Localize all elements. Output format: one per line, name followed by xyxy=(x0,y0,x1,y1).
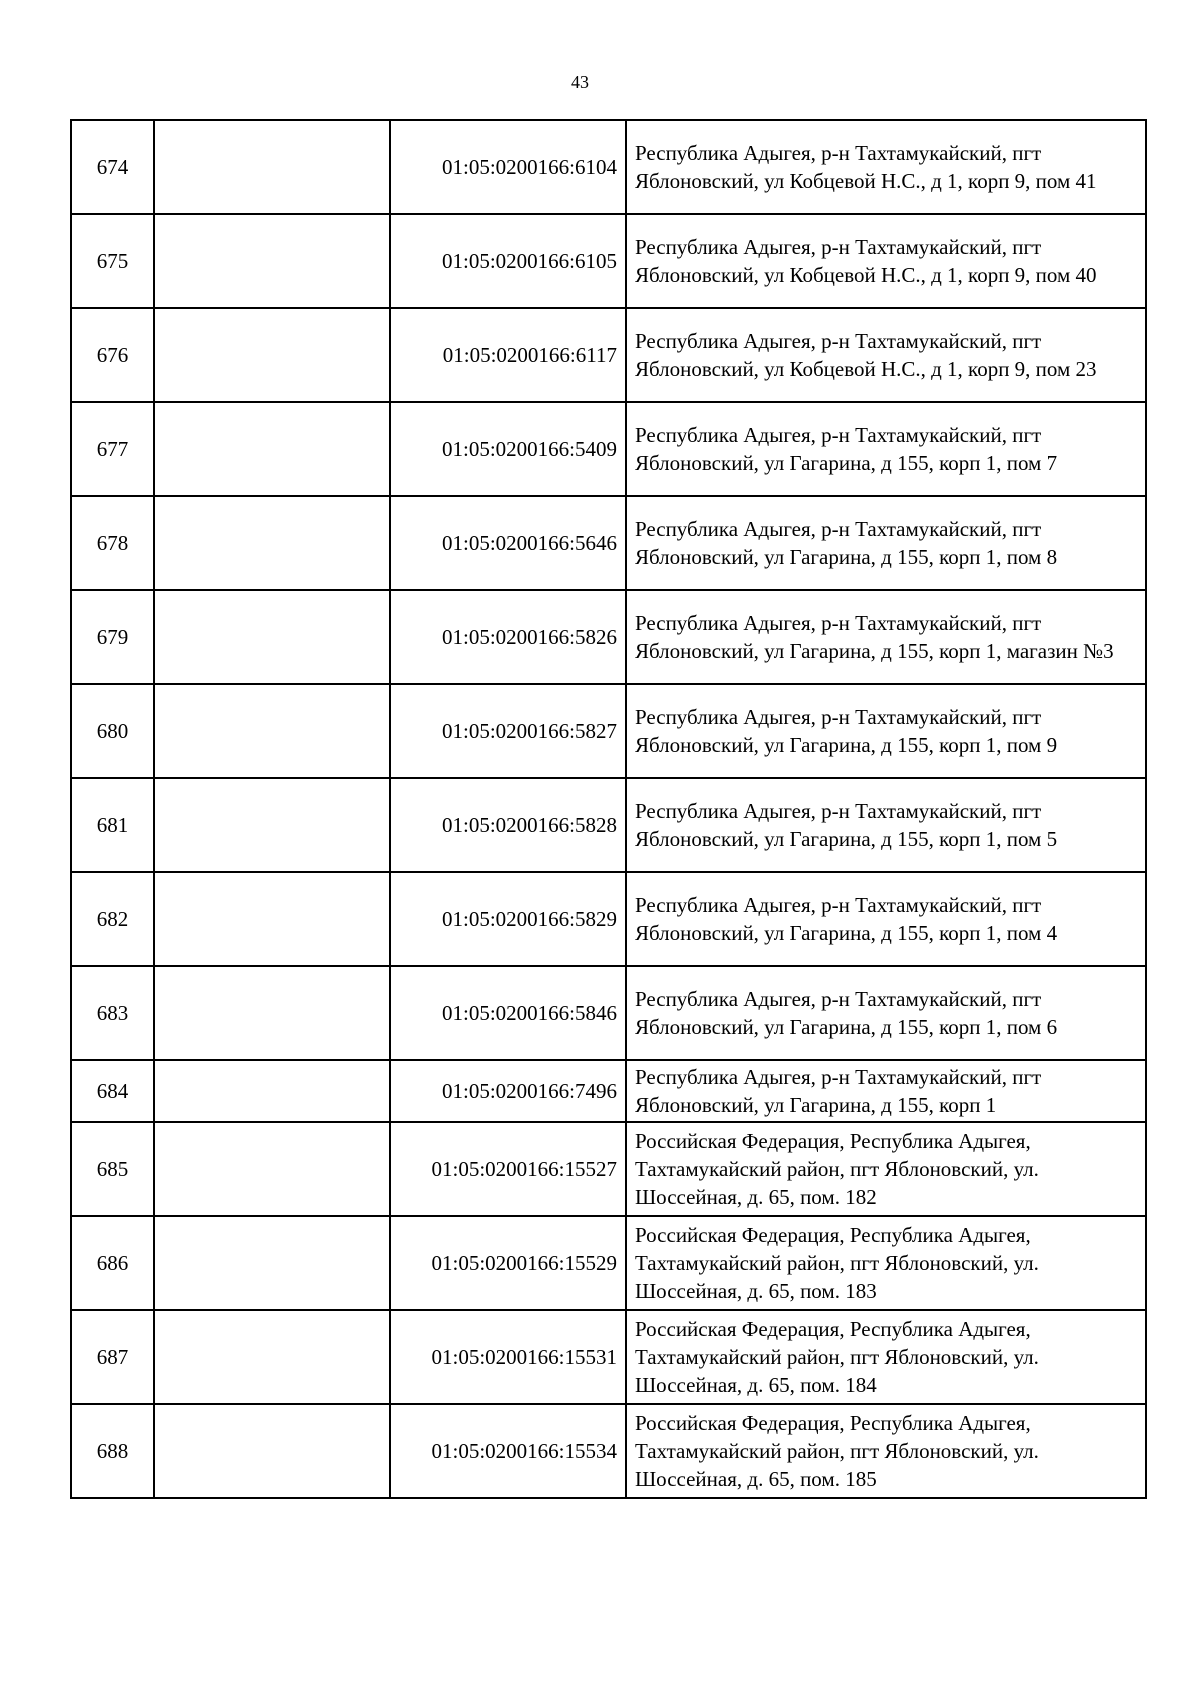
address-cell: Республика Адыгея, р-н Тахтамукайский, пгт Яблоновский, ул Гагарина, д 155, корп 1, пом 7 xyxy=(626,402,1146,496)
table-row xyxy=(71,872,1146,966)
object-name-cell xyxy=(154,496,390,590)
row-number-cell: 679 xyxy=(71,590,154,684)
table-row xyxy=(71,496,1146,590)
object-name-cell xyxy=(154,308,390,402)
cadastral-number-cell: 01:05:0200166:15527 xyxy=(390,1122,626,1216)
cadastral-number-cell: 01:05:0200166:5646 xyxy=(390,496,626,590)
cadastral-number-cell: 01:05:0200166:5827 xyxy=(390,684,626,778)
object-name-cell xyxy=(154,1310,390,1404)
address-cell: Российская Федерация, Республика Адыгея, Тахтамукайский район, пгт Яблоновский, ул. Шоссейная, д. 65, пом. 183 xyxy=(626,1216,1146,1310)
table-row xyxy=(71,1060,1146,1122)
row-number-cell: 677 xyxy=(71,402,154,496)
table-row xyxy=(71,966,1146,1060)
row-number-cell: 678 xyxy=(71,496,154,590)
table-row xyxy=(71,1310,1146,1404)
row-number-cell: 682 xyxy=(71,872,154,966)
table-row xyxy=(71,590,1146,684)
object-name-cell xyxy=(154,1060,390,1122)
object-name-cell xyxy=(154,966,390,1060)
object-name-cell xyxy=(154,1216,390,1310)
address-cell: Республика Адыгея, р-н Тахтамукайский, пгт Яблоновский, ул Кобцевой Н.С., д 1, корп 9, пом 40 xyxy=(626,214,1146,308)
row-number-cell: 686 xyxy=(71,1216,154,1310)
row-number-cell: 684 xyxy=(71,1060,154,1122)
row-number-cell: 681 xyxy=(71,778,154,872)
object-name-cell xyxy=(154,214,390,308)
table-row xyxy=(71,684,1146,778)
cadastral-number-cell: 01:05:0200166:5846 xyxy=(390,966,626,1060)
table-row xyxy=(71,214,1146,308)
registry-body xyxy=(71,120,1146,1498)
address-cell: Республика Адыгея, р-н Тахтамукайский, пгт Яблоновский, ул Гагарина, д 155, корп 1, пом 5 xyxy=(626,778,1146,872)
address-cell: Республика Адыгея, р-н Тахтамукайский, пгт Яблоновский, ул Гагарина, д 155, корп 1, пом 8 xyxy=(626,496,1146,590)
address-cell: Российская Федерация, Республика Адыгея, Тахтамукайский район, пгт Яблоновский, ул. Шоссейная, д. 65, пом. 182 xyxy=(626,1122,1146,1216)
cadastral-number-cell: 01:05:0200166:6105 xyxy=(390,214,626,308)
object-name-cell xyxy=(154,684,390,778)
table-row xyxy=(71,1216,1146,1310)
address-cell: Республика Адыгея, р-н Тахтамукайский, пгт Яблоновский, ул Кобцевой Н.С., д 1, корп 9, пом 41 xyxy=(626,120,1146,214)
row-number-cell: 674 xyxy=(71,120,154,214)
table-row xyxy=(71,308,1146,402)
address-cell: Республика Адыгея, р-н Тахтамукайский, пгт Яблоновский, ул Кобцевой Н.С., д 1, корп 9, пом 23 xyxy=(626,308,1146,402)
object-name-cell xyxy=(154,590,390,684)
object-name-cell xyxy=(154,402,390,496)
row-number-cell: 680 xyxy=(71,684,154,778)
row-number-cell: 687 xyxy=(71,1310,154,1404)
row-number-cell: 688 xyxy=(71,1404,154,1498)
address-cell: Российская Федерация, Республика Адыгея, Тахтамукайский район, пгт Яблоновский, ул. Шоссейная, д. 65, пом. 185 xyxy=(626,1404,1146,1498)
row-number-cell: 685 xyxy=(71,1122,154,1216)
cadastral-number-cell: 01:05:0200166:6104 xyxy=(390,120,626,214)
address-cell: Российская Федерация, Республика Адыгея, Тахтамукайский район, пгт Яблоновский, ул. Шоссейная, д. 65, пом. 184 xyxy=(626,1310,1146,1404)
row-number-cell: 675 xyxy=(71,214,154,308)
cadastral-number-cell: 01:05:0200166:5828 xyxy=(390,778,626,872)
cadastral-number-cell: 01:05:0200166:5409 xyxy=(390,402,626,496)
cadastral-number-cell: 01:05:0200166:5826 xyxy=(390,590,626,684)
object-name-cell xyxy=(154,778,390,872)
cadastral-number-cell: 01:05:0200166:15531 xyxy=(390,1310,626,1404)
row-number-cell: 683 xyxy=(71,966,154,1060)
table-row xyxy=(71,1122,1146,1216)
table-row xyxy=(71,778,1146,872)
table-row xyxy=(71,1404,1146,1498)
row-number-cell: 676 xyxy=(71,308,154,402)
object-name-cell xyxy=(154,120,390,214)
address-cell: Республика Адыгея, р-н Тахтамукайский, пгт Яблоновский, ул Гагарина, д 155, корп 1, пом 9 xyxy=(626,684,1146,778)
page-number: 43 xyxy=(571,72,589,92)
address-cell: Республика Адыгея, р-н Тахтамукайский, пгт Яблоновский, ул Гагарина, д 155, корп 1, пом 6 xyxy=(626,966,1146,1060)
address-cell: Республика Адыгея, р-н Тахтамукайский, пгт Яблоновский, ул Гагарина, д 155, корп 1, магазин №3 xyxy=(626,590,1146,684)
cadastral-number-cell: 01:05:0200166:7496 xyxy=(390,1060,626,1122)
registry-table xyxy=(70,119,1147,1499)
object-name-cell xyxy=(154,1404,390,1498)
cadastral-number-cell: 01:05:0200166:6117 xyxy=(390,308,626,402)
address-cell: Республика Адыгея, р-н Тахтамукайский, пгт Яблоновский, ул Гагарина, д 155, корп 1 xyxy=(626,1060,1146,1122)
table-row xyxy=(71,120,1146,214)
cadastral-number-cell: 01:05:0200166:15534 xyxy=(390,1404,626,1498)
cadastral-number-cell: 01:05:0200166:5829 xyxy=(390,872,626,966)
address-cell: Республика Адыгея, р-н Тахтамукайский, пгт Яблоновский, ул Гагарина, д 155, корп 1, пом 4 xyxy=(626,872,1146,966)
object-name-cell xyxy=(154,872,390,966)
table-row xyxy=(71,402,1146,496)
object-name-cell xyxy=(154,1122,390,1216)
cadastral-number-cell: 01:05:0200166:15529 xyxy=(390,1216,626,1310)
